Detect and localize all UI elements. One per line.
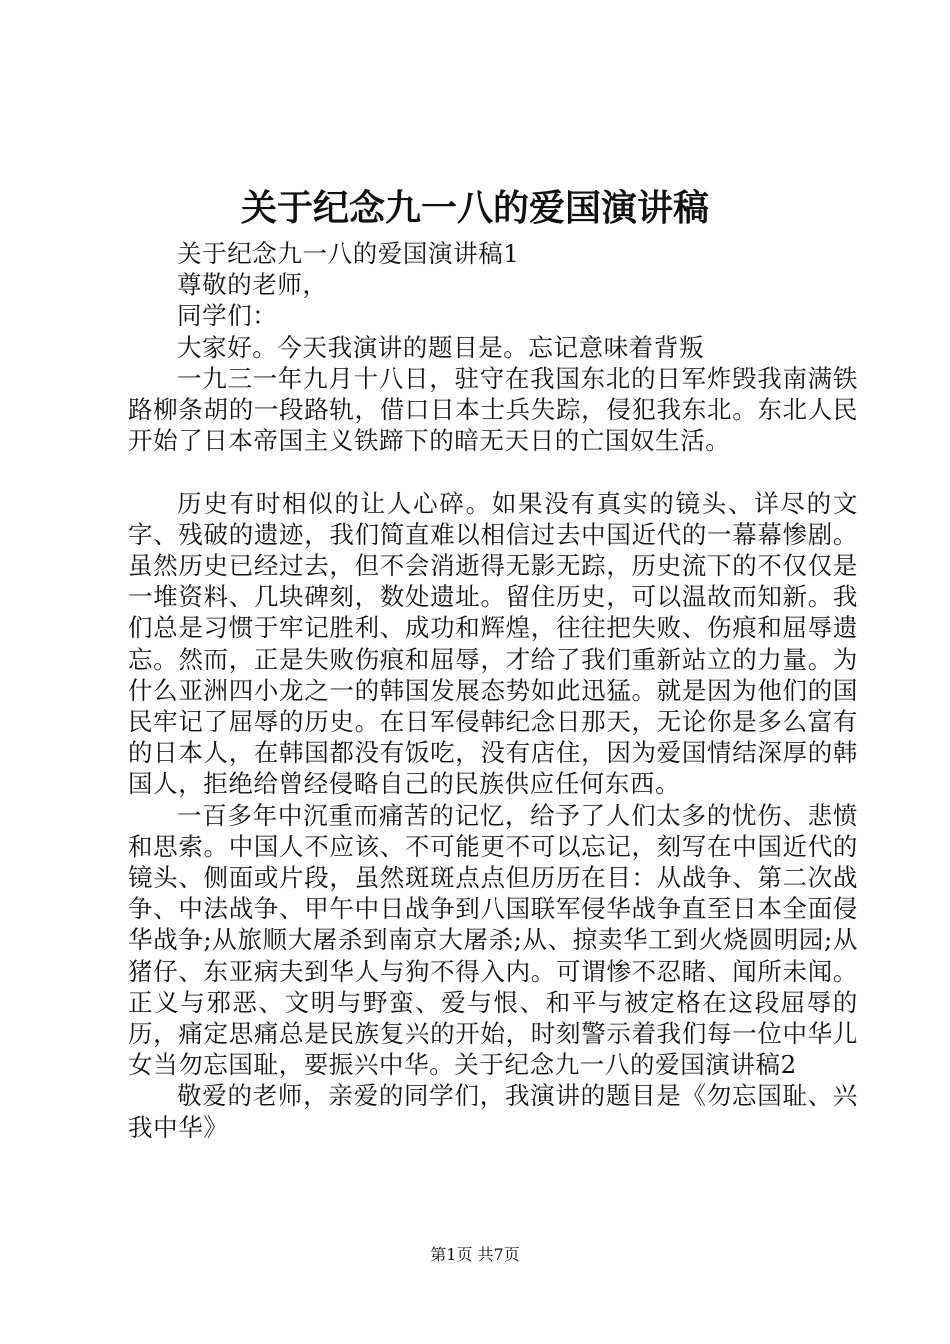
page-number-footer: 第1页 共7页 xyxy=(430,1245,520,1264)
paragraph: 关于纪念九一八的爱国演讲稿1 xyxy=(177,239,520,268)
paragraph: 一九三一年九月十八日，驻守在我国东北的日军炸毁我南满铁路柳条胡的一段路轨，借口日本士兵失踪，侵犯我东北。东北人民开始了日本帝国主义铁蹄下的暗无天日的亡国奴生活。 xyxy=(128,363,858,456)
paragraph-gap xyxy=(128,456,858,487)
paragraph: 同学们： xyxy=(177,301,278,331)
document-body xyxy=(128,238,858,1143)
paragraph: 一百多年中沉重而痛苦的记忆，给予了人们太多的忧伤、悲愤和思索。中国人不应该、不可能更不可以忘记，刻写在中国近代的镜头、侧面或片段，虽然斑斑点点但历历在目：从战争、第二次战争、中法战争、甲午中日战争到八国联军侵华战争直至日本全面侵华战争;从旅顺大屠杀到南京大屠杀;从、掠卖华工到火烧圆明园;从猪仔、东亚病夫到华人与狗不得入内。可谓惨不忍睹、闻所未闻。正义与邪恶、文明与野蛮、爱与恨、和平与被定格在这段屈辱的历，痛定思痛总是民族复兴的开始，时刻警示着我们每一位中华儿女当勿忘国耻，要振兴中华。关于纪念九一八的爱国演讲稿2 xyxy=(128,800,858,1080)
paragraph: 大家好。今天我演讲的题目是。忘记意味着背叛 xyxy=(177,332,705,362)
document-title: 关于纪念九一八的爱国演讲稿 xyxy=(240,187,709,229)
paragraph: 历史有时相似的让人心碎。如果没有真实的镜头、详尽的文字、残破的遗迹，我们简直难以相信过去中国近代的一幕幕惨剧。虽然历史已经过去，但不会消逝得无影无踪，历史流下的不仅仅是一堆资料、几块碑刻，数处遗址。留住历史，可以温故而知新。我们总是习惯于牢记胜利、成功和辉煌，往往把失败、伤痕和屈辱遗忘。然而，正是失败伤痕和屈辱，才给了我们重新站立的力量。为什么亚洲四小龙之一的韩国发展态势如此迅猛。就是因为他们的国民牢记了屈辱的历史。在日军侵韩纪念日那天，无论你是多么富有的日本人，在韩国都没有饭吃，没有店住，因为爱国情结深厚的韩国人，拒绝给曾经侵略自己的民族供应任何东西。 xyxy=(128,488,858,799)
paragraph: 敬爱的老师，亲爱的同学们，我演讲的题目是《勿忘国耻、兴我中华》 xyxy=(128,1081,858,1142)
paragraph: 尊敬的老师， xyxy=(177,270,328,300)
